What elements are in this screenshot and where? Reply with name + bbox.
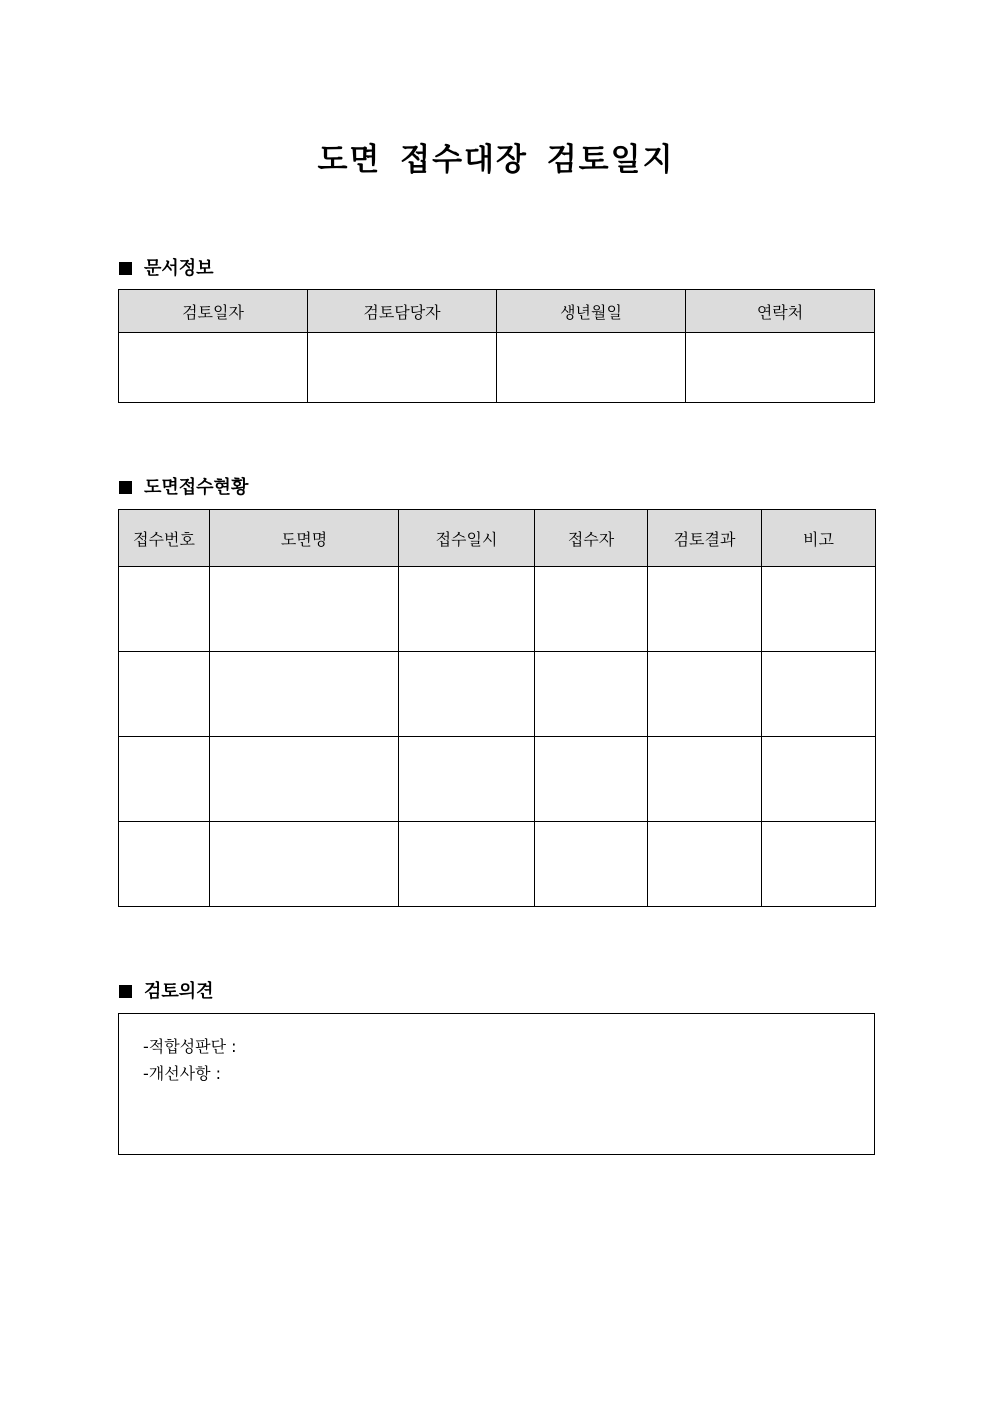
suitability-judgment-line: -적합성판단 : — [143, 1037, 237, 1056]
contact-cell[interactable] — [686, 333, 875, 403]
section-heading-review-opinion — [119, 977, 214, 1003]
column-header: 검토담당자 — [308, 290, 497, 333]
table-cell[interactable] — [399, 652, 535, 737]
section-heading-doc-info — [119, 254, 214, 280]
table-row — [119, 652, 876, 737]
review-date-cell[interactable] — [119, 333, 308, 403]
reviewer-cell[interactable] — [308, 333, 497, 403]
table-cell[interactable] — [210, 652, 399, 737]
page-title: 도면 접수대장 검토일지 — [317, 142, 675, 178]
table-cell[interactable] — [648, 652, 762, 737]
table-cell[interactable] — [762, 652, 876, 737]
table-cell[interactable] — [762, 737, 876, 822]
column-header: 접수일시 — [399, 510, 535, 567]
table-cell[interactable] — [535, 567, 648, 652]
section-heading-label: 문서정보 — [144, 258, 214, 279]
column-header: 도면명 — [210, 510, 399, 567]
table-cell[interactable] — [762, 567, 876, 652]
table-header-row — [119, 290, 875, 333]
receipt-status-table — [118, 509, 876, 907]
table-cell[interactable] — [535, 822, 648, 907]
table-cell[interactable] — [535, 652, 648, 737]
column-header: 접수자 — [535, 510, 648, 567]
section-heading-label: 도면접수현황 — [144, 477, 249, 498]
table-cell[interactable] — [399, 567, 535, 652]
table-cell[interactable] — [210, 567, 399, 652]
review-opinion-box[interactable] — [118, 1013, 875, 1155]
table-row — [119, 822, 876, 907]
table-cell[interactable] — [648, 822, 762, 907]
table-row — [119, 737, 876, 822]
table-row — [119, 567, 876, 652]
doc-info-table — [118, 289, 875, 403]
table-cell[interactable] — [535, 737, 648, 822]
table-cell[interactable] — [210, 737, 399, 822]
table-cell[interactable] — [648, 737, 762, 822]
square-bullet-icon — [119, 262, 132, 275]
table-cell[interactable] — [399, 822, 535, 907]
section-heading-receipt-status — [119, 473, 248, 499]
column-header: 연락처 — [686, 290, 875, 333]
table-cell[interactable] — [119, 652, 210, 737]
table-row — [119, 333, 875, 403]
table-cell[interactable] — [648, 567, 762, 652]
column-header: 검토일자 — [119, 290, 308, 333]
birth-date-cell[interactable] — [497, 333, 686, 403]
column-header: 생년월일 — [497, 290, 686, 333]
section-heading-label: 검토의견 — [144, 981, 214, 1002]
column-header: 검토결과 — [648, 510, 762, 567]
table-cell[interactable] — [762, 822, 876, 907]
table-cell[interactable] — [399, 737, 535, 822]
column-header: 접수번호 — [119, 510, 210, 567]
table-header-row — [119, 510, 876, 567]
table-cell[interactable] — [119, 737, 210, 822]
column-header: 비고 — [762, 510, 876, 567]
improvements-line: -개선사항 : — [143, 1064, 222, 1083]
table-cell[interactable] — [210, 822, 399, 907]
square-bullet-icon — [119, 985, 132, 998]
square-bullet-icon — [119, 481, 132, 494]
table-cell[interactable] — [119, 567, 210, 652]
table-cell[interactable] — [119, 822, 210, 907]
